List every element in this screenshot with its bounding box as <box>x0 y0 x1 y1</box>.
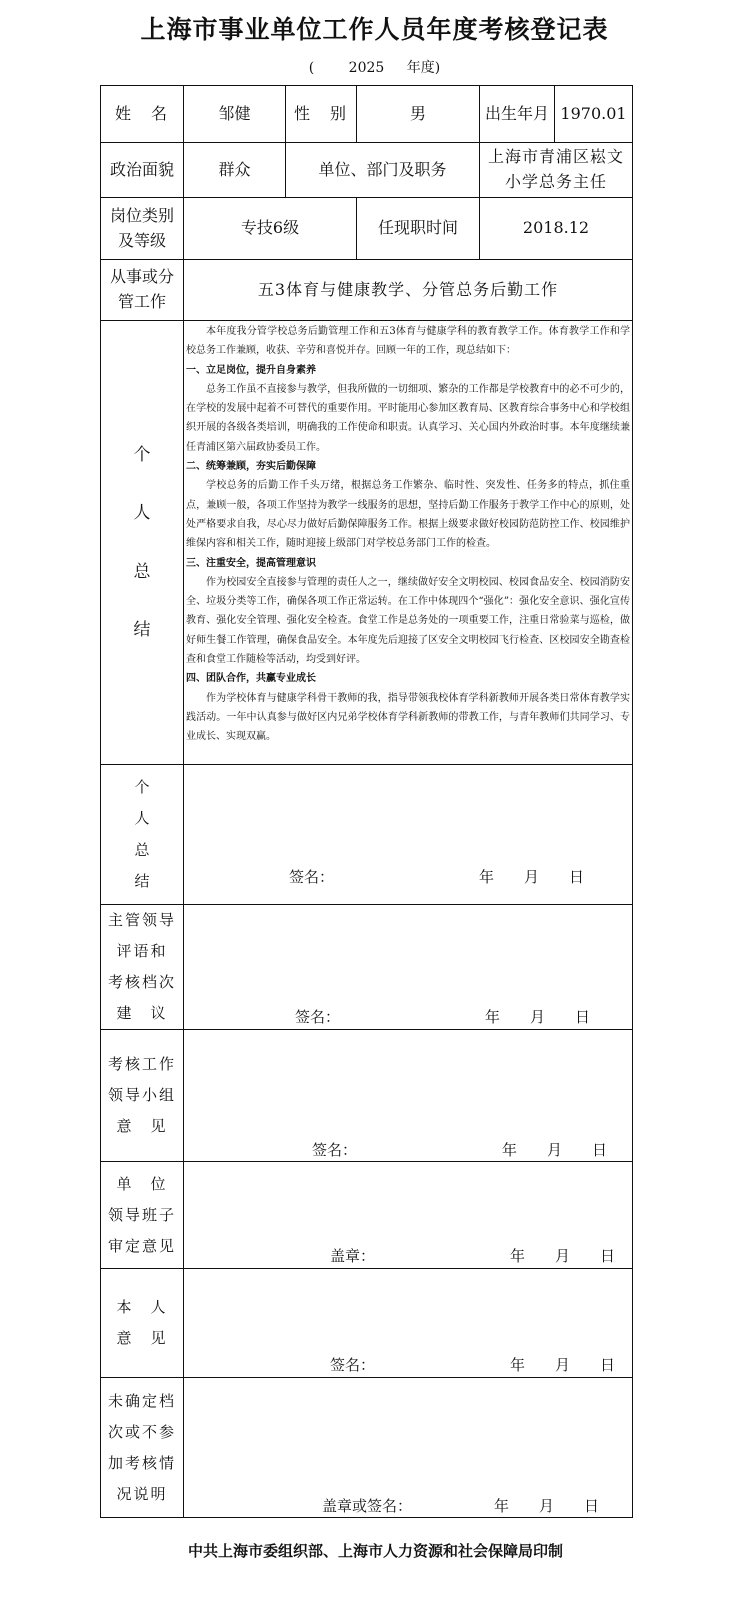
gender-value: 男 <box>409 103 426 123</box>
assessment-group-line: 考核工作 <box>107 1055 176 1073</box>
sign-label: 签名： <box>289 868 335 886</box>
assessment-group-line: 意 见 <box>116 1117 168 1135</box>
summary-label-char: 结 <box>133 619 151 640</box>
tenure-label: 任现职时间 <box>377 218 458 238</box>
leader-comment-line: 考核档次 <box>107 973 176 991</box>
political-label: 政治面貌 <box>109 159 174 179</box>
summary-paragraph: 总务工作虽不直接参与教学，但我所做的一切细项、繁杂的工作都是学校教育中的必不可少的，在学校的发展中起着不可替代的重要作用。平时能用心参加区教育局、区教育综合事务中心和学校组织开展的各级各类培训，明确我的工作使命和职责。认真学习、关心国内外政治时事。本年度继续兼任青浦区第六届政协委员工作。 <box>186 383 630 453</box>
personal-summary-char: 总 <box>134 840 150 859</box>
undetermined-line: 未确定档 <box>107 1391 176 1410</box>
summary-heading: 四、团队合作，共赢专业成长 <box>186 673 316 685</box>
sign-label: 签名： <box>312 1141 358 1159</box>
summary-heading: 二、统筹兼顾，夯实后勤保障 <box>186 461 316 473</box>
sign-date: 年 月 日 <box>502 1141 608 1159</box>
leader-comment-line: 主管领导 <box>107 911 176 929</box>
tenure-value: 2018.12 <box>522 218 590 238</box>
post-value: 专技6级 <box>240 218 300 238</box>
year-open: ( <box>308 60 315 76</box>
self-opinion-label <box>101 1269 183 1377</box>
summary-label <box>101 321 183 764</box>
summary-paragraph: 本年度我分管学校总务后勤管理工作和五3体育与健康学科的教育教学工作。体育教学工作和学校总务工作兼顾，收获、辛劳和喜悦并存。回顾一年的工作，现总结如下： <box>186 326 630 357</box>
unit-value: 上海市青浦区崧文小学总务主任 <box>487 147 624 191</box>
name-label: 姓 名 <box>114 103 169 123</box>
sign-date: 年 月 日 <box>510 1247 616 1265</box>
undetermined-line: 加考核情 <box>107 1453 176 1472</box>
undetermined-line: 次或不参 <box>107 1422 176 1441</box>
seal-or-sign-label: 盖章或签名： <box>322 1497 413 1515</box>
sign-date: 年 月 日 <box>479 868 585 886</box>
personal-summary-char: 人 <box>134 809 150 828</box>
leader-comment-label <box>101 905 183 1029</box>
seal-label: 盖章： <box>330 1247 376 1265</box>
summary-paragraph: 作为学校体育与健康学科骨干教师的我，指导带领我校体育学科新教师开展各类日常体育教学实践活动。一年中认真参与做好区内兄弟学校体育学科新教师的带教工作，与青年教师们共同学习、专业成长、实现双赢。 <box>186 692 630 743</box>
summary-heading: 三、注重安全，提高管理意识 <box>186 557 316 569</box>
summary-heading: 一、立足岗位，提升自身素养 <box>186 364 316 376</box>
year-value: 2025 <box>348 60 385 76</box>
undetermined-line: 况说明 <box>116 1484 168 1503</box>
year-line <box>0 57 749 77</box>
unit-leadership-label <box>101 1162 183 1268</box>
work-value: 五3体育与健康教学、分管总务后勤工作 <box>257 279 559 299</box>
personal-summary-label <box>101 765 183 904</box>
name-value: 邹健 <box>218 103 251 123</box>
year-suffix: 年度) <box>406 60 441 76</box>
form-title: 上海市事业单位工作人员年度考核登记表 <box>140 15 609 44</box>
self-opinion-line: 意 见 <box>116 1329 168 1347</box>
gender-label: 性 别 <box>293 103 348 123</box>
sign-date: 年 月 日 <box>510 1356 616 1374</box>
personal-summary-char: 结 <box>134 871 150 890</box>
summary-body <box>184 320 632 764</box>
summary-paragraph: 作为校园安全直接参与管理的责任人之一，继续做好安全文明校园、校园食品安全、校园消防安全、垃圾分类等工作，确保各项工作正常运转。在工作中体现四个“强化”：强化安全意识、强化宣传教育、强化安全管理、强化安全检查。食堂工作是总务处的一项重要工作，注重日常验菜与巡检，做好师生餐工作管理，确保食品安全。本年度先后迎接了区安全文明校园飞行检查、区校园安全勘查检查和食堂工作随检等活动，均受到好评。 <box>186 576 630 666</box>
footer-printer: 中共上海市委组织部、上海市人力资源和社会保障局印制 <box>188 1542 564 1560</box>
summary-label-char: 人 <box>133 503 151 524</box>
birth-label: 出生年月 <box>484 103 549 123</box>
assessment-group-line: 领导小组 <box>107 1086 176 1104</box>
leader-comment-line: 建 议 <box>116 1004 168 1022</box>
summary-label-char: 总 <box>133 561 151 582</box>
political-value: 群众 <box>218 159 251 179</box>
undetermined-label <box>101 1378 183 1517</box>
unit-label: 单位、部门及职务 <box>318 159 447 179</box>
unit-leadership-line: 单 位 <box>116 1174 168 1193</box>
sign-label: 签名： <box>330 1356 376 1374</box>
personal-summary-char: 个 <box>134 778 150 796</box>
summary-paragraph: 学校总务的后勤工作千头万绪，根据总务工作繁杂、临时性、突发性、任务多的特点，抓住重点，兼顾一般，各项工作坚持为教学一线服务的思想，坚持后勤工作服务于教学工作中心的原则，处处严格要求自我，尽心尽力做好后勤保障服务工作。根据上级要求做好校园防范防控工作、校园维护维保内容和相关工作，随时迎接上级部门对学校总务部门工作的检查。 <box>186 480 630 550</box>
assessment-group-label <box>101 1030 183 1161</box>
sign-date: 年 月 日 <box>485 1008 591 1026</box>
unit-leadership-line: 领导班子 <box>107 1205 176 1224</box>
self-opinion-line: 本 人 <box>116 1298 168 1316</box>
leader-comment-line: 评语和 <box>116 942 168 960</box>
work-label: 从事或分管工作 <box>110 267 175 311</box>
unit-leadership-line: 审定意见 <box>107 1236 176 1255</box>
birth-value: 1970.01 <box>560 103 627 123</box>
sign-date: 年 月 日 <box>494 1497 600 1515</box>
sign-label: 签名： <box>295 1008 341 1026</box>
summary-label-char: 个 <box>133 444 151 465</box>
post-label: 岗位类别及等级 <box>109 205 174 250</box>
